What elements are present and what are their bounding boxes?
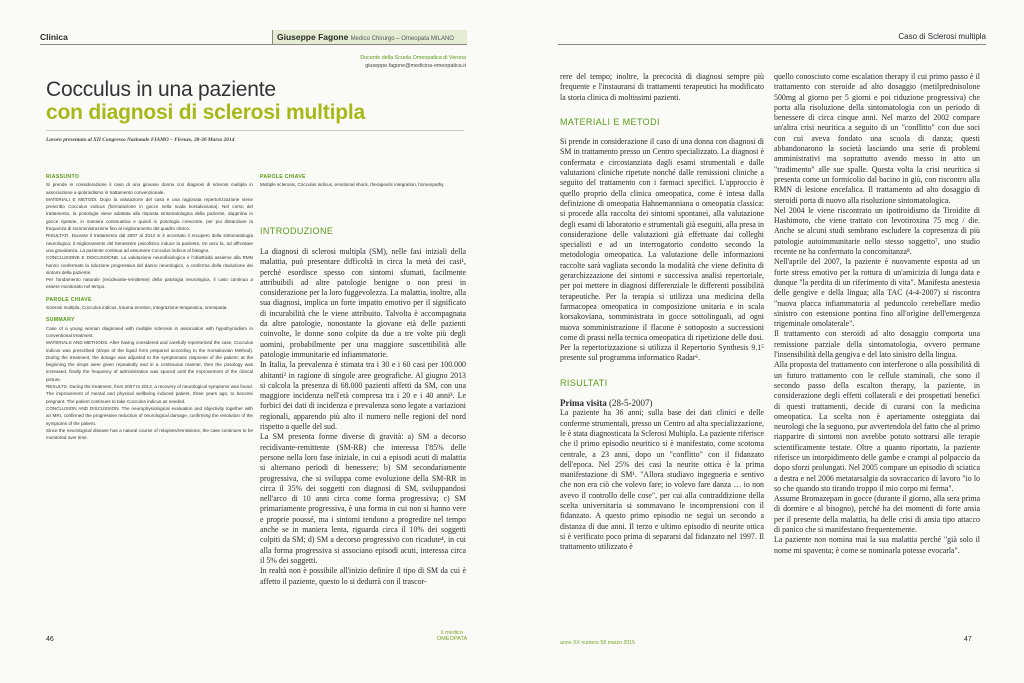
article-title-line2: con diagnosi di sclerosi multipla — [46, 101, 365, 124]
risultati-heading: RISULTATI — [560, 377, 608, 388]
riassunto-text: Si prende in considerazione il caso di una giovane donna con diagnosi di sclerosi multipla in associazione a ipotiroidismo in trattamento convenzionale. MATERIALI E METODI. Dopo la valutazione del caso e una ragionata repertorizzazione viene prescritto Cocculus indicus (formulazione in gocce nella scala korsakoviana). Nel corso del trattamento, la posologia viene adattata alla risposta sintomatologica della paziente, dapprima in gocce ripetute, in maniera continuativa e quindi in posologia crescente, per poi distanziare la frequenza di somministrazione fino al miglioramento del quadro clinico. RISULTATI. Durante il trattamento dal 2007 al 2013 si è accertato il recupero della sintomatologia neurologica; il miglioramento del benessere psicofisico induce la paziente, tre anni fa, ad affrontare una gravidanza. La paziente continua ad assumere Cocculus indicus al bisogno. CONCLUSIONE E DISCUSSIONE. La valutazione neurofisiologica e l'obiettività assieme alla RMN hanno confermato la riduzione progressiva del danno neurologico, a conferma della risoluzione dei sintomi della paziente. Per l'andamento naturale (recidivante-remittente) della patologia neurologica, il caso continua a essere monitorato nel tempo. — [46, 182, 253, 290]
right-column-2: quello conosciuto come escalation therapy il cui primo passo è il trattamento con steroide ad alto dosaggio (metilprednisolone 500mg al giorno per 5 giorni e poi riduzione progressiva) che porta alla risoluzione della sintomatologia con un periodo di benessere di circa cinque anni. Nel marzo del 2002 compare un'altra crisi neuritica a seguito di un "conflitto" con due soci con cui aveva fondato una scuola di danza; questi abbandonarono la società lasciando una serie di problemi amministrativi ma soprattutto avendo messo in atto un "tradimento" alle sue spalle. Questa volta la crisi neuritica si presenta come un formicolio dal bacino in giù, con riscontro alla RMN di lesione encefalica. Il trattamento ad alto dosaggio di steroidi porta di nuovo alla risoluzione sintomatologica. Nel 2004 le viene riscontrato un ipotiroidismo da Tiroidite di Hashimoto, che viene trattato con levotiroxina 75 mcg / die. Anche se alcuni studi sembrano escludere la copresenza di più patologie autoimmunitarie nello stesso soggetto⁷, uno studio recente ne ha confermato la concomitanza⁸. Nell'aprile del 2007, la paziente è nuovamente esposta ad un forte stress emotivo per la rottura di un'amicizia di lunga data e dunque "la perdita di un riferimento di vita". Manifesta anestesia delle gengive e della lingua; alla TAC (4-4-2007) si riscontra "nuova placca infiammatoria al peduncolo cerebellare medio sinistro con estensione pontina fino all'origine dell'emergenza trigeminale omolaterale". Il trattamento con steroidi ad alto dosaggio comporta una remissione parziale della sintomatologia, ovvero permane l'insensibilità della gengiva e del lato sinistro della lingua. Alla proposta del trattamento con interferone o alla possibilità di un futuro trattamento con le cellule staminali, che sono il secondo passo della escalton therapy, la paziente, in considerazione degli effetti collaterali e dei prospettati benefici di questi trattamenti, decide di curarsi con la medicina omeopatica. La scelta non è apertamente osteggiata dai neurologi che la seguono, pur avvertendola del fatto che al primo riapparire di sintomi non avrebbe potuto sottrarsi alle terapie scientificamente testate. Oltre a quanto riportato, la paziente riferisce un intorpidimento delle gambe e crampi al polpaccio da dopo sforzi prolungati. Nel 2005 compare un episodio di sciatica a destra e nel 2006 metatarsalgia da sovraccarico di lavoro "io lo so che quando sto tirando troppo il mio corpo mi ferma". Assume Bromazepam in gocce (durante il giorno, alla sera prima di dormire e al bisogno), perché ha dei momenti di forte ansia per il presente della malattia, ha delle crisi di ansia tipo attacco di panico che si manifestano frequentemente. La paziente non nomina mai la sua malattia perché "già solo il nome mi spaventa; è come se nominarla potesse evocarla". — [774, 72, 980, 555]
running-head-bar — [558, 30, 986, 45]
materiali-heading: MATERIALI E METODI — [560, 116, 660, 127]
prima-visita-label: Prima visita — [560, 398, 607, 409]
author-role: Medico Chirurgo – Omeopata MILANO — [350, 36, 454, 42]
parole-heading-en: PAROLE CHIAVE — [260, 174, 306, 180]
issue-info: anno XX numero 58 marzo 2015 — [560, 640, 635, 646]
article-title-line1: Cocculus in una paziente — [46, 78, 276, 101]
author-school: Docente della Scuola Omeopatica di Verona — [360, 55, 466, 61]
page-number-left: 46 — [46, 636, 54, 643]
section-header — [40, 30, 272, 45]
risultati-text: La paziente ha 36 anni; sulla base dei dati clinici e delle conferme strumentali, presso un Centro ad alta specializzazione, le è stata diagnosticata la Sclerosi Multipla. La paziente riferisce che il primo episodio neuritico si è manifestato, come scotoma centrale, a 23 anni, dopo un "conflitto" con il fidanzato dell'epoca. Nel 25% dei casi la neurite ottica è la prima manifestazione di SM¹. "Allora studiavo ingegneria e sentivo che non era ciò che volevo fare; io volevo fare danza … io non avevo il controllo delle cose", per cui alla contraddizione della scelta universitaria si sommavano le incomprensioni con il fidanzato. A questo primo episodio ne seguì un secondo a distanza di due anni. Il terzo e ultimo episodio di neurite ottica si è verificato poco prima di separarsi dal fidanzato nel 1997. Il trattamento utilizzato è — [560, 408, 764, 552]
running-head: Caso di Sclerosi multipla — [898, 32, 986, 41]
materiali-text: Si prende in considerazione il caso di una donna con diagnosi di SM in trattamento presso un Centro specializzato. La diagnosi è confermata e circostanziata dagli esami strumentali e dalle valutazioni cliniche ripetute nonché dalle remissioni cliniche a seguito del trattamento con i farmaci specifici. L'approccio è quello proprio della clinica omeopatica, come è intesa dalla definizione di omeopatia Hahnemanniana o omeopatia classica: si procede alla raccolta dei sintomi spontanei, alla valutazione degli esami di laboratorio e strumentali già eseguiti, alla presa in considerazione delle valutazioni già effettuate dai colleghi specialisti e ad un interrogatorio condotto secondo la metodologia omeopatica. La valutazione delle informazioni raccolte sarà vagliata secondo la modalità che viene definita di gerarchizzazione dei sintomi e successiva analisi repertoriale, per poi mettere in diagnosi differenziale le differenti possibilità terapeutiche. Per la terapia si utilizza una medicina della farmacopea omeopatica in composizione unitaria e in scala korsakoviana, somministrata in gocce sottolinguali, ad ogni nuova somministrazione il flacone è sottoposto a successioni come di prassi nella tecnica omeopatica di ripetizione delle dosi. Per la repertorizzazione si utilizza il Repertorio Synthesis 9.1⁵ presente sul programma informatico Radar⁶. — [560, 137, 764, 363]
keywords-en-block — [260, 174, 466, 189]
summary-text: Case of a young woman diagnosed with multiple sclerosis in association with hypothyroidism in conventional treatment. MATERIALS AND METHODS. After having considered and carefully repertorized the case, Cocculus indicus was prescribed (drops of the liquid form prepared according to the Korsakovian Method). During the treatment, the dosage was adjusted to the symptomatic response of the patient: at the beginning the drops were given repeatedly and in a continuous manner, then the posology was increased, finally the frequency of administration was spaced until the improvement of the clinical picture. RESULTS. During the treatment, from 2007 to 2013, a recovery of neurological symptoms was found. The improvement of mental and physical wellbeing induced patient, three years ago, to become pregnant. The patient continues to take Cocculus indicus as needed. CONCLUSION AND DISCUSSION. The neurophysiological evaluation and objectivity together with an MRI, confirmed the progressive reduction of neurological damage, confirming the resolution of the symptoms of the patient. Since the neurological disease has a natural course of relapses/remissions, the case continues to be monitored over time. — [46, 325, 253, 441]
page-number-right: 47 — [964, 636, 972, 643]
section-label: Clinica — [40, 32, 68, 42]
continued-text: rere del tempo; inoltre, la precocità di diagnosi sempre più frequente e l'instaurarsi di trattamenti terapeutici ha modificato la storia clinica di moltissimi pazienti. — [560, 72, 764, 102]
author-email[interactable]: giuseppe.fagone@medicina-omeopatica.it — [365, 63, 466, 69]
parole-text-en: Multiple sclerosis, Cocculus indicus, emotional shock, therapeutic integration, homeopathy. — [260, 182, 445, 188]
author-header — [272, 30, 467, 45]
riassunto-heading: RIASSUNTO — [46, 174, 80, 180]
prima-visita-line — [560, 398, 764, 408]
parole-text-it: Sclerosi multipla, Cocculus indicus, trauma emotivo, integrazione terapeutica, omeopatia. — [46, 305, 228, 311]
journal-logo: il medico OMEOPATA — [436, 630, 468, 642]
intro-heading: INTRODUZIONE — [260, 226, 334, 236]
intro-text: La diagnosi di sclerosi multipla (SM), nelle fasi iniziali della malattia, può presentare difficoltà in circa la metà dei casi¹, perché esordisce spesso con sintomi sfumati, facilmente attribuibili ad altre patologie benigne o non presi in considerazione per la loro fuggevolezza. La malattia, inoltre, alla sua diagnosi, implica un forte impatto emotivo per il significato di incurabilità che le viene attribuito. Talvolta è accompagnata da altre patologie, nonostante la giovane età delle pazienti coinvolte, le donne sono colpite da due a tre volte più degli uomini, probabilmente per una maggiore suscettibilità alle patologie immunitarie ed infiammatorie. In Italia, la prevalenza è stimata tra i 30 e i 60 casi per 100.000 abitanti² in ragione di singole aree geografiche. Al giugno 2013 si calcola la presenza di 68.000 pazienti affetti da SM, con una maggiore incidenza nell'età compresa tra i 20 e i 40 anni³. Le forbici dei dati di incidenza e prevalenza sono legate a variazioni regionali, apparendo più alto il numero nelle regioni del nord rispetto a quelle del sud. La SM presenta forme diverse di gravità: a) SM a decorso recidivante-remittente (SM-RR) che interessa l'85% delle persone nella loro fase iniziale, in cui a episodi acuti di malattia si alternano periodi di benessere; b) SM secondariamente progressiva, che si sviluppa come evoluzione della SM-RR in circa il 35% dei soggetti con diagnosi di SM, sviluppandosi nell'arco di 10 anni circa come forma progressiva; c) SM primariamente progressiva, è una forma in cui non si hanno vere e proprie poussé, ma i sintomi tendono a progredire nel tempo anche se in maniera lenta, riguarda circa il 10% dei soggetti colpiti da SM; d) SM a decorso progressivo con ricadute⁴, in cui alla forma progressiva si associano episodi acuti, interessa circa il 5% dei soggetti. In realtà non è possibile all'inizio definire il tipo di SM da cui è affetto il paziente, questo lo si dedurrà con il trascor- — [260, 247, 466, 586]
author-name: Giuseppe Fagone — [277, 32, 349, 42]
prima-visita-date: (28-5-2007) — [609, 398, 653, 409]
right-column-1 — [560, 72, 764, 552]
presented-at: Lavoro presentato al XII Congresso Nazionale FIAMO – Firenze, 28-30 Marzo 2014 — [46, 137, 235, 143]
abstract-column — [46, 174, 253, 441]
summary-heading: SUMMARY — [46, 317, 75, 324]
parole-heading-it: PAROLE CHIAVE — [46, 296, 92, 303]
right-page — [512, 0, 1024, 683]
